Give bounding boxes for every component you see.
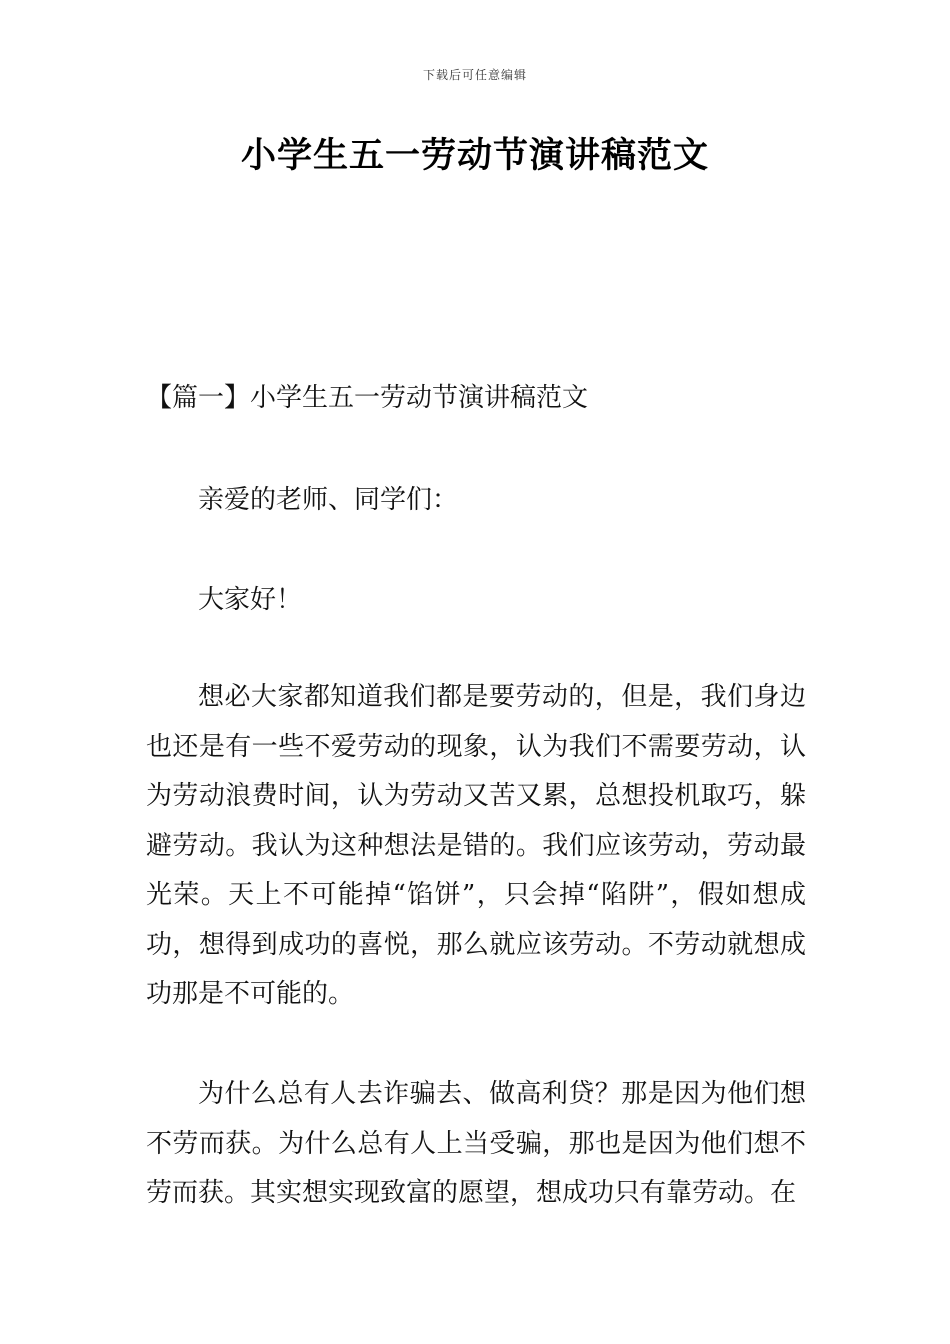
document-title: 小学生五一劳动节演讲稿范文 (240, 136, 709, 176)
paragraph-body-1: 想必大家都知道我们都是要劳动的，但是，我们身边也还是有一些不爱劳动的现象，认为我们不需要劳动，认为劳动浪费时间，认为劳动又苦又累，总想投机取巧，躲避劳动。我认为这种想法是错的。我们应该劳动，劳动最光荣。天上不可能掉“馅饼”，只会掉“陷阱”，假如想成功，想得到成功的喜悦，那么就应该劳动。不劳动就想成功那是不可能的。 (146, 682, 806, 1009)
section-heading: 【篇一】小学生五一劳动节演讲稿范文 (146, 383, 589, 413)
paragraph-greeting: 亲爱的老师、同学们： (198, 485, 459, 515)
header-note: 下载后可任意编辑 (422, 68, 527, 82)
paragraph-hello: 大家好！ (198, 585, 303, 615)
paragraph-body-2: 为什么总有人去诈骗去、做高利贷？那是因为他们想不劳而获。为什么总有人上当受骗，那也是因为他们想不劳而获。其实想实现致富的愿望，想成功只有靠劳动。在 (146, 1079, 806, 1208)
